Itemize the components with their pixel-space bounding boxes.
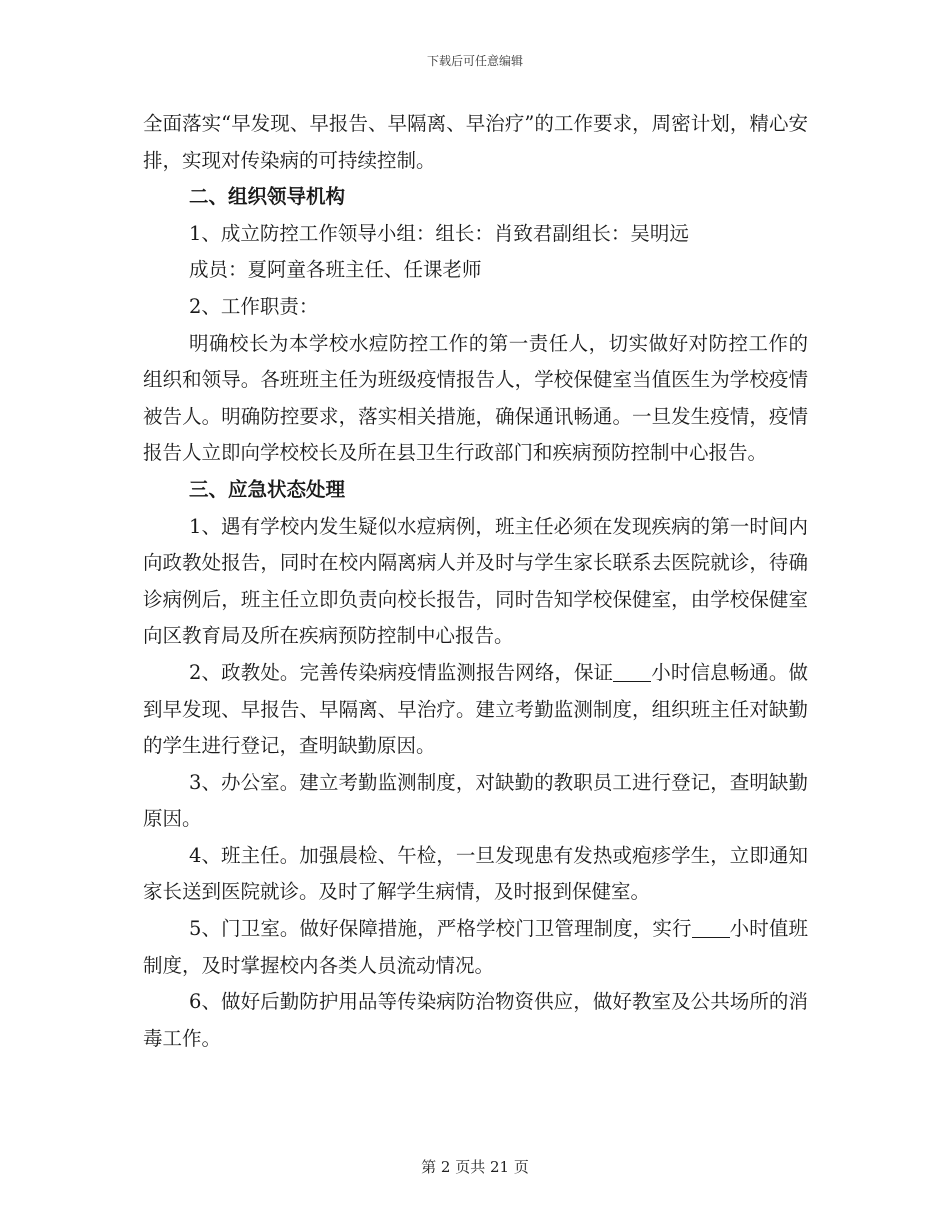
paragraph-emergency-3: 3、办公室。建立考勤监测制度，对缺勤的教职员工进行登记，查明缺勤原因。 [143,770,808,831]
paragraph-emergency-5-before: 5、门卫室。做好保障措施，严格学校门卫管理制度，实行 [189,917,692,941]
document-body [143,106,808,1057]
section-heading-emergency: 三、应急状态处理 [189,477,346,501]
paragraph-emergency-2-after: 小时信息畅通。做到早发现、早报告、早隔离、早治疗。建立考勤监测制度，组织班主任对缺勤的学生进行登记，查明缺勤原因。 [143,660,808,758]
page-header: 下载后可任意编辑 [426,54,523,68]
paragraph-emergency-6: 6、做好后勤防护用品等传染病防治物资供应，做好教室及公共场所的消毒工作。 [143,990,808,1050]
paragraph-intro: 全面落实“早发现、早报告、早隔离、早治疗”的工作要求，周密计划，精心安排，实现对传染病的可持续控制。 [143,112,808,172]
paragraph-emergency-2 [143,655,808,765]
paragraph-emergency-4: 4、班主任。加强晨检、午检，一旦发现患有发热或疱疹学生，立即通知家长送到医院就诊。及时了解学生病情，及时报到保健室。 [143,843,808,904]
paragraph-leadership-group: 1、成立防控工作领导小组：组长：肖致君副组长：吴明远 [189,221,689,245]
page-footer: 第 2 页共 21 页 [421,1158,529,1176]
fill-in-blank [692,918,730,939]
paragraph-emergency-2-before: 2、政教处。完善传染病疫情监测报告网络，保证 [189,660,614,684]
paragraph-emergency-1: 1、遇有学校内发生疑似水痘病例，班主任必须在发现疾病的第一时间内向政教处报告，同时在校内隔离病人并及时与学生家长联系去医院就诊，待确诊病例后，班主任立即负责向校长报告，同时告知学校保健室，由学校保健室向区教育局及所在疾病预防控制中心报告。 [143,514,808,648]
section-heading-organization: 二、组织领导机构 [189,185,346,209]
paragraph-emergency-5 [143,911,808,984]
paragraph-duties: 明确校长为本学校水痘防控工作的第一责任人，切实做好对防控工作的组织和领导。各班班主任为班级疫情报告人，学校保健室当值医生为学校疫情被告人。明确防控要求，落实相关措施，确保通讯畅通。一旦发生疫情，疫情报告人立即向学校校长及所在县卫生行政部门和疾病预防控制中心报告。 [143,331,808,465]
paragraph-members: 成员：夏阿童各班主任、任课老师 [189,258,482,282]
paragraph-emergency-5-after: 小时值班制度，及时掌握校内各类人员流动情况。 [143,917,808,977]
fill-in-blank [613,661,651,682]
paragraph-duties-heading: 2、工作职责： [189,294,319,318]
